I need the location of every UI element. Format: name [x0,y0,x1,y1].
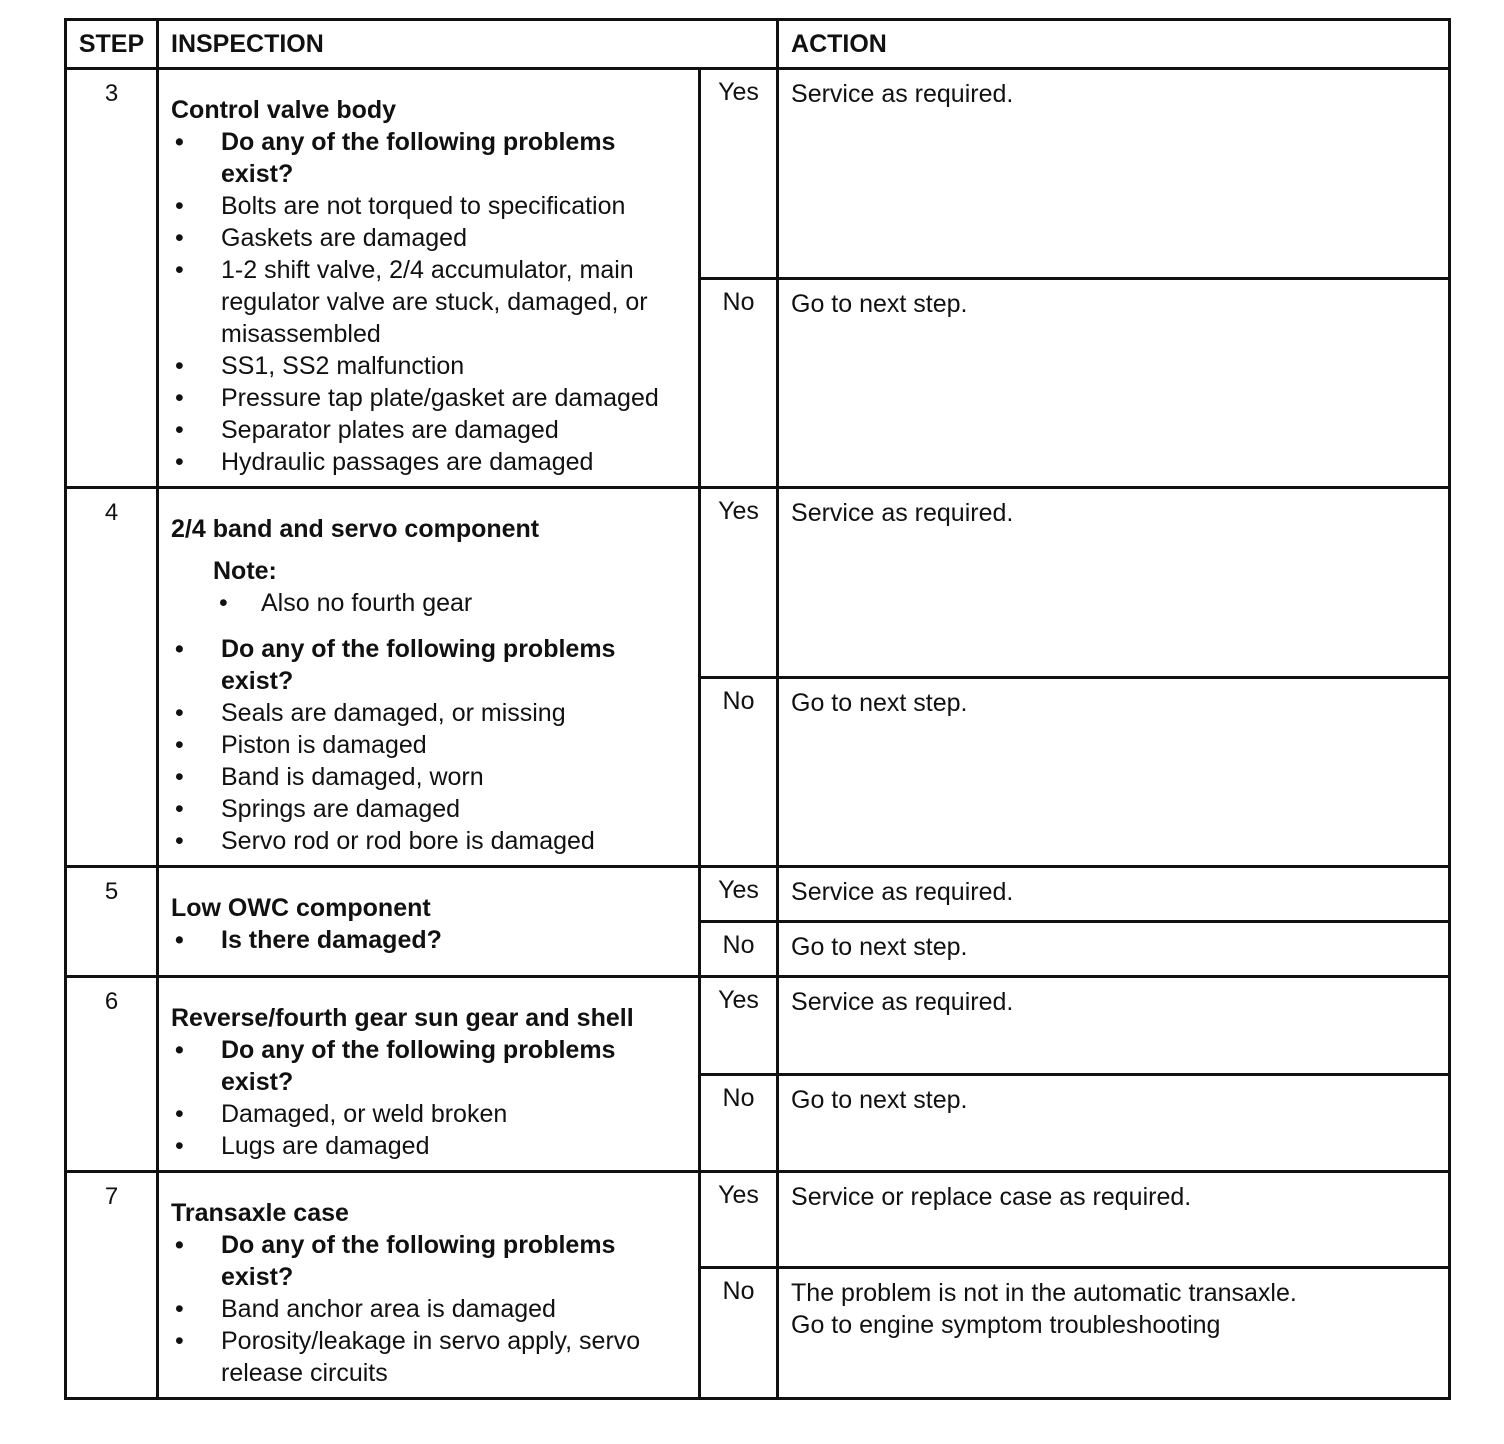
no-label: No [700,922,778,977]
inspection-list [171,126,686,478]
step-number: 4 [66,488,158,867]
step-number: 3 [66,69,158,488]
list-item: • Servo rod or rod bore is damaged [171,825,686,857]
inspection-question: • Do any of the following problems exist? [171,126,686,190]
yes-action: Service as required. [778,867,1450,922]
yes-label: Yes [700,1172,778,1268]
step-row [66,1172,1450,1268]
list-item: • Band is damaged, worn [171,761,686,793]
yes-action: Service as required. [778,977,1450,1075]
note-list [213,587,686,619]
step-row [66,867,1450,922]
yes-action: Service as required. [778,69,1450,279]
inspection-title: Reverse/fourth gear sun gear and shell [171,1004,634,1032]
no-label: No [700,1268,778,1399]
list-item: • Damaged, or weld broken [171,1098,686,1130]
inspection-cell [158,69,700,488]
step-number: 6 [66,977,158,1172]
no-action: Go to next step. [778,922,1450,977]
inspection-question: • Do any of the following problems exist? [171,1034,686,1098]
inspection-question: • Is there damaged? [171,924,686,956]
list-item: • Pressure tap plate/gasket are damaged [171,382,686,414]
diagnostic-table [64,18,1451,1400]
list-item: • Springs are damaged [171,793,686,825]
inspection-cell [158,867,700,977]
inspection-question: • Do any of the following problems exist? [171,633,686,697]
inspection-question: • Do any of the following problems exist? [171,1229,686,1293]
note-label: Note: [213,557,277,585]
inspection-list [171,924,686,956]
inspection-title: 2/4 band and servo component [171,515,540,543]
list-item: • Bolts are not torqued to specification [171,190,686,222]
step-row [66,69,1450,279]
inspection-cell [158,977,700,1172]
step-number: 7 [66,1172,158,1399]
list-item: • 1-2 shift valve, 2/4 accumulator, main regulator valve are stuck, damaged, or misassembled [171,254,686,350]
no-action: Go to next step. [778,278,1450,488]
no-label: No [700,677,778,867]
header-inspection: INSPECTION [158,20,778,69]
no-action: Go to next step. [778,677,1450,867]
inspection-cell [158,1172,700,1399]
yes-action: Service as required. [778,488,1450,678]
header-row [66,20,1450,69]
no-action-line: Go to engine symptom troubleshooting [791,1311,1221,1340]
list-item: • Hydraulic passages are damaged [171,446,686,478]
yes-label: Yes [700,488,778,678]
list-item: • Band anchor area is damaged [171,1293,686,1325]
list-item: • Porosity/leakage in servo apply, servo release circuits [171,1325,686,1389]
inspection-cell [158,488,700,867]
list-item: • Separator plates are damaged [171,414,686,446]
no-action [778,1268,1450,1399]
yes-label: Yes [700,867,778,922]
list-item: • Lugs are damaged [171,1130,686,1162]
no-label: No [700,278,778,488]
list-item: • Seals are damaged, or missing [171,697,686,729]
no-action: Go to next step. [778,1074,1450,1172]
list-item: • Piston is damaged [171,729,686,761]
yes-action: Service or replace case as required. [778,1172,1450,1268]
step-number: 5 [66,867,158,977]
yes-label: Yes [700,69,778,279]
note-item: • Also no fourth gear [213,587,686,619]
header-action: ACTION [778,20,1450,69]
list-item: • Gaskets are damaged [171,222,686,254]
inspection-list [171,1034,686,1162]
inspection-list [171,633,686,857]
no-action-line: The problem is not in the automatic transaxle. [791,1279,1297,1308]
note-block [213,555,686,619]
inspection-list [171,1229,686,1389]
yes-label: Yes [700,977,778,1075]
inspection-title: Low OWC component [171,894,431,922]
inspection-title: Control valve body [171,96,397,124]
step-row [66,977,1450,1075]
list-item: • SS1, SS2 malfunction [171,350,686,382]
step-row [66,488,1450,678]
inspection-title: Transaxle case [171,1199,349,1227]
header-step: STEP [66,20,158,69]
no-label: No [700,1074,778,1172]
